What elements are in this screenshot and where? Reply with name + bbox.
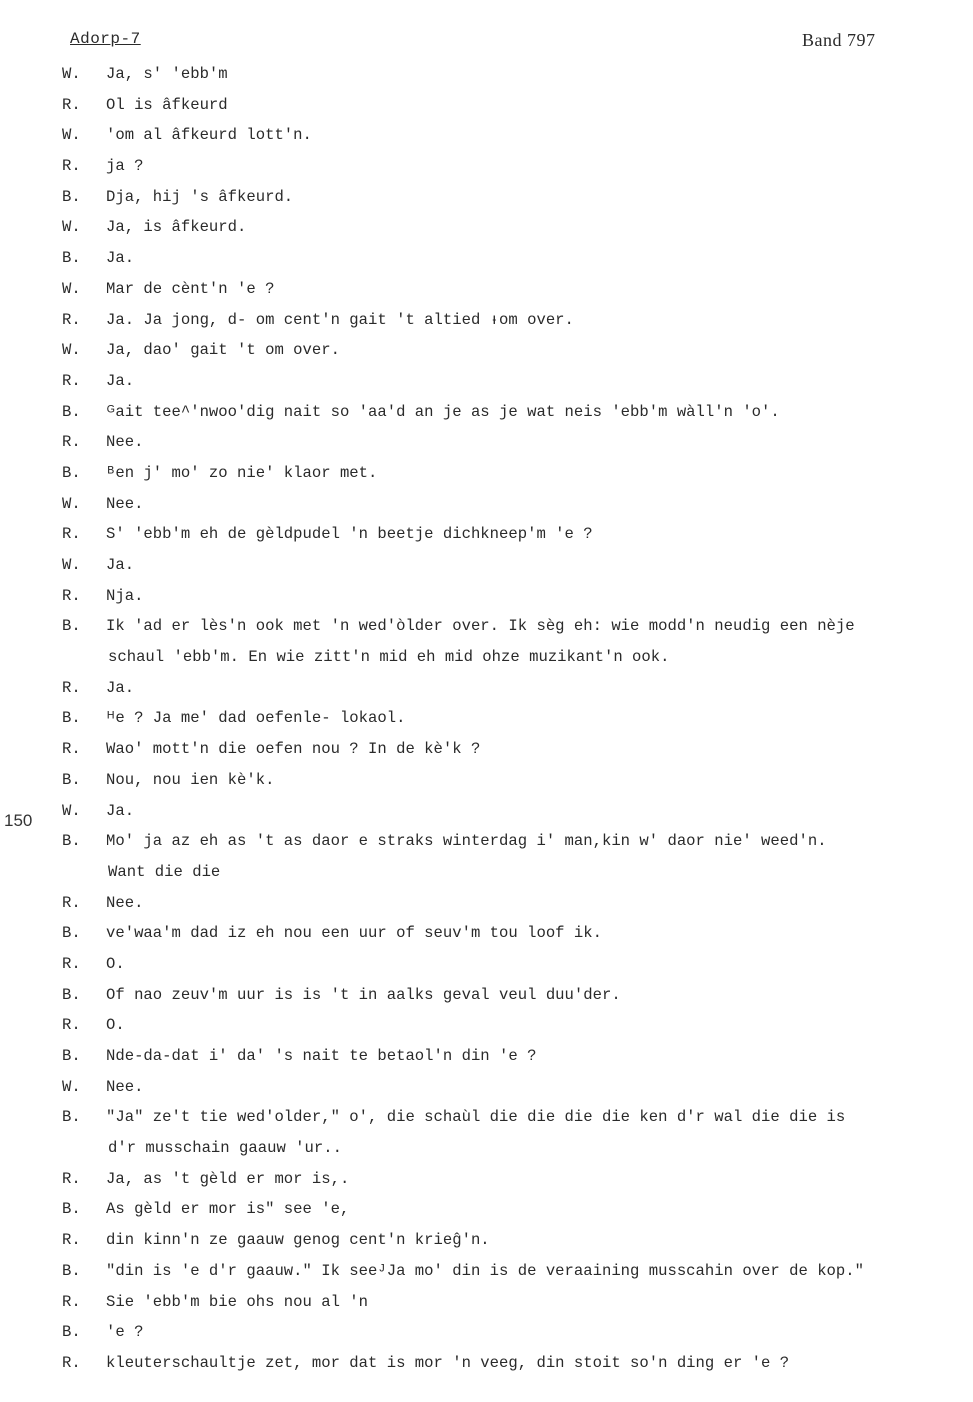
transcript-line <box>0 766 973 797</box>
transcript-line <box>0 1073 973 1104</box>
transcript-line <box>0 428 973 459</box>
utterance-text: Nee. <box>106 433 144 452</box>
transcript-line <box>0 183 973 214</box>
margin-counter: 150 <box>4 811 33 830</box>
utterance-text: ᴮen j' mo' zo nie' klaor met. <box>106 463 378 482</box>
utterance-text: 'om al âfkeurd lott'n. <box>106 126 312 145</box>
utterance-text: O. <box>106 954 125 973</box>
speaker-label: R. <box>62 525 81 544</box>
transcript-line <box>0 1349 973 1380</box>
utterance-text: O. <box>106 1016 125 1035</box>
utterance-text: "Ja" ze't tie wed'older," o', die schaùl die die die die ken d'r wal die die is <box>106 1108 846 1127</box>
utterance-text: Ja, as 't gèld er mor is,. <box>106 1169 350 1188</box>
utterance-text: Dja, hij 's âfkeurd. <box>106 187 294 206</box>
utterance-text: Of nao zeuv'm uur is is 't in aalks geval veul duu'der. <box>106 985 621 1004</box>
utterance-text: S' 'ebb'm eh de gèldpudel 'n beetje dichkneep'm 'e ? <box>106 525 593 544</box>
transcript-line <box>0 919 973 950</box>
speaker-label: R. <box>62 371 81 390</box>
utterance-text: ja ? <box>106 157 144 176</box>
speaker-label: W. <box>62 126 81 145</box>
utterance-text: Ja. <box>106 678 135 697</box>
utterance-text: Mo' ja az eh as 't as daor e straks winterdag i' man,kin w' daor nie' weed'n. <box>106 832 827 851</box>
transcript-line <box>0 1103 973 1134</box>
utterance-text: Ja. <box>106 801 135 820</box>
transcript-line <box>0 490 973 521</box>
utterance-text: Nou, nou ien kè'k. <box>106 770 275 789</box>
transcript-line <box>0 950 973 981</box>
transcript-line <box>0 1195 973 1226</box>
transcript-line <box>0 704 973 735</box>
transcript-line <box>0 336 973 367</box>
speaker-label: R. <box>62 1231 81 1250</box>
transcript-line <box>0 612 973 643</box>
utterance-text: "din is 'e d'r gaauw." Ik seeᴶJa mo' din is de veraaining musscahin over de kop." <box>106 1261 864 1280</box>
speaker-label: R. <box>62 740 81 759</box>
utterance-text: Want die die <box>108 862 221 881</box>
transcript-line <box>0 367 973 398</box>
utterance-text: Ja. <box>106 249 135 268</box>
transcript-line <box>0 121 973 152</box>
utterance-text: ᴳait tee^'nwoo'dig nait so 'aa'd an je as je wat neis 'ebb'm wàll'n 'o'. <box>106 402 780 421</box>
transcript-line <box>0 152 973 183</box>
transcript-line <box>0 398 973 429</box>
speaker-label: R. <box>62 1292 81 1311</box>
speaker-label: R. <box>62 310 81 329</box>
speaker-label: B. <box>62 1323 81 1342</box>
document-id: Adorp-7 <box>70 30 141 48</box>
speaker-label: R. <box>62 433 81 452</box>
utterance-text: kleuterschaultje zet, mor dat is mor 'n veeg, din stoit so'n ding er 'e ? <box>106 1353 790 1372</box>
transcript-line <box>0 827 973 858</box>
transcript-line <box>0 60 973 91</box>
speaker-label: R. <box>62 157 81 176</box>
speaker-label: W. <box>62 341 81 360</box>
speaker-label: B. <box>62 1108 81 1127</box>
transcript-line <box>0 1134 973 1165</box>
utterance-text: Nee. <box>106 1077 144 1096</box>
transcript-line <box>0 1288 973 1319</box>
speaker-label: B. <box>62 187 81 206</box>
speaker-label: W. <box>62 65 81 83</box>
speaker-label: B. <box>62 1200 81 1219</box>
speaker-label: B. <box>62 832 81 851</box>
utterance-text: Wao' mott'n die oefen nou ? In de kè'k ? <box>106 740 481 759</box>
transcript-line <box>0 275 973 306</box>
speaker-label: B. <box>62 985 81 1004</box>
utterance-text: Nde-da-dat i' da' 's nait te betaol'n din 'e ? <box>106 1047 537 1065</box>
speaker-label: B. <box>62 402 81 421</box>
transcript-line <box>0 1011 973 1042</box>
transcript-line <box>0 244 973 275</box>
transcript-lines <box>0 60 973 1380</box>
transcript-line <box>0 459 973 490</box>
utterance-text: d'r musschain gaauw 'ur.. <box>108 1139 342 1158</box>
transcript-line <box>0 1226 973 1257</box>
speaker-label: R. <box>62 1169 81 1188</box>
speaker-label: W. <box>62 494 81 513</box>
speaker-label: B. <box>62 709 81 728</box>
transcript-line <box>0 858 973 889</box>
utterance-text: schaul 'ebb'm. En wie zitt'n mid eh mid ohze muzikant'n ook. <box>108 648 670 667</box>
transcript-line <box>0 520 973 551</box>
utterance-text: Sie 'ebb'm bie ohs nou al 'n <box>106 1292 369 1311</box>
utterance-text: Ja, s' 'ebb'm <box>106 65 228 83</box>
speaker-label: R. <box>62 1016 81 1035</box>
utterance-text: Nee. <box>106 893 144 912</box>
speaker-label: B. <box>62 924 81 943</box>
transcript-line <box>0 551 973 582</box>
transcript-line <box>0 1257 973 1288</box>
transcript-line <box>0 1318 973 1349</box>
utterance-text: Nja. <box>106 586 144 605</box>
speaker-label: R. <box>62 586 81 605</box>
utterance-text: Ja. <box>106 556 135 574</box>
transcript-line <box>0 674 973 705</box>
utterance-text: Ja. <box>106 371 135 390</box>
speaker-label: W. <box>62 556 81 574</box>
utterance-text: Nee. <box>106 494 144 513</box>
utterance-text: Ja, is âfkeurd. <box>106 218 247 237</box>
transcript-line <box>0 306 973 337</box>
transcript-line <box>0 1042 973 1073</box>
transcript-line <box>0 889 973 920</box>
utterance-text: As gèld er mor is" see 'e, <box>106 1200 350 1219</box>
transcript-line <box>0 735 973 766</box>
transcript-line <box>0 643 973 674</box>
speaker-label: W. <box>62 279 81 298</box>
speaker-label: B. <box>62 617 81 636</box>
band-number: Band 797 <box>802 30 876 50</box>
speaker-label: W. <box>62 218 81 237</box>
utterance-text: ve'waa'm dad iz eh nou een uur of seuv'm tou loof ik. <box>106 924 602 943</box>
utterance-text: Ja. Ja jong, d- om cent'n gait 't altied ᵻom over. <box>106 310 574 329</box>
utterance-text: ᴴe ? Ja me' dad oefenle- lokaol. <box>106 709 406 728</box>
utterance-text: Mar de cènt'n 'e ? <box>106 279 275 298</box>
transcript-line <box>0 91 973 122</box>
speaker-label: B. <box>62 463 81 482</box>
transcript-line <box>0 213 973 244</box>
speaker-label: B. <box>62 1047 81 1065</box>
transcript-line <box>0 981 973 1012</box>
speaker-label: B. <box>62 249 81 268</box>
speaker-label: B. <box>62 770 81 789</box>
transcript-line <box>0 1165 973 1196</box>
speaker-label: W. <box>62 801 81 820</box>
speaker-label: R. <box>62 1353 81 1372</box>
speaker-label: R. <box>62 893 81 912</box>
speaker-label: R. <box>62 954 81 973</box>
utterance-text: Ol is âfkeurd <box>106 95 228 114</box>
transcript-line <box>0 797 973 828</box>
utterance-text: Ik 'ad er lès'n ook met 'n wed'òlder over. Ik sèg eh: wie modd'n neudig een nèje <box>106 617 855 636</box>
utterance-text: Ja, dao' gait 't om over. <box>106 341 340 360</box>
utterance-text: 'e ? <box>106 1323 144 1342</box>
speaker-label: W. <box>62 1077 81 1096</box>
speaker-label: R. <box>62 678 81 697</box>
transcript-line <box>0 582 973 613</box>
utterance-text: din kinn'n ze gaauw genog cent'n krieĝ'n. <box>106 1231 490 1250</box>
speaker-label: B. <box>62 1261 81 1280</box>
speaker-label: R. <box>62 95 81 114</box>
